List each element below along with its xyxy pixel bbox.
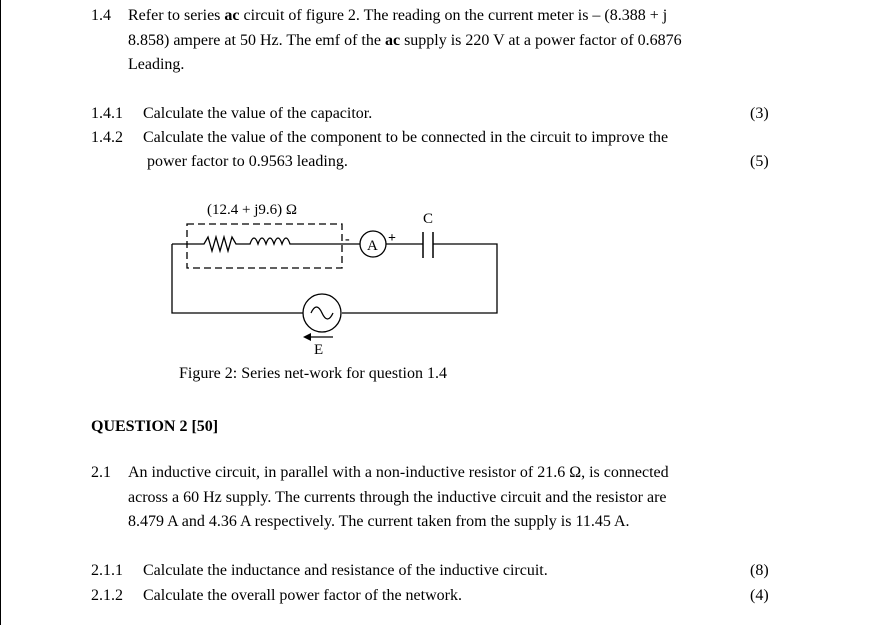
q2-1-2-number: 2.1.2 [91, 587, 123, 604]
q1-4-1-marks: (3) [750, 105, 769, 122]
impedance-label: (12.4 + j9.6) Ω [207, 202, 298, 218]
q2-1-2-marks: (4) [750, 587, 769, 604]
q2-1-line-1: An inductive circuit, in parallel with a non-inductive resistor of 21.6 Ω, is connected [128, 464, 669, 481]
q1-4-2-text-line-2: power factor to 0.9563 leading. [147, 153, 348, 170]
ammeter-minus: - [345, 232, 350, 247]
q1-4-number: 1.4 [91, 7, 111, 24]
capacitor-symbol [423, 232, 433, 258]
emf-arrow-head-icon [303, 333, 311, 341]
source-label: E [314, 342, 324, 358]
wire-left-bottom [172, 244, 303, 313]
q2-1-1-marks: (8) [750, 562, 769, 579]
inductor-symbol [244, 238, 296, 244]
q1-4-2-marks: (5) [750, 153, 769, 170]
q2-1-1-text: Calculate the inductance and resistance of the inductive circuit. [143, 562, 548, 579]
question-2-heading: QUESTION 2 [50] [91, 418, 219, 435]
ammeter-plus: + [388, 231, 396, 246]
q1-4-2-number: 1.4.2 [91, 129, 123, 146]
q1-4-line-3: Leading. [128, 56, 185, 73]
q1-4-line-2: 8.858) ampere at 50 Hz. The emf of the ac supply is 220 V at a power factor of 0.6876 [128, 32, 682, 49]
q2-1-2-text: Calculate the overall power factor of the network. [143, 587, 462, 604]
q2-1-line-2: across a 60 Hz supply. The currents through the inductive circuit and the resistor are [128, 489, 667, 506]
q1-4-line-1: Refer to series ac circuit of figure 2. The reading on the current meter is – (8.388 + j [128, 7, 668, 24]
q2-1-number: 2.1 [91, 464, 111, 481]
q2-1-line-3: 8.479 A and 4.36 A respectively. The current taken from the supply is 11.45 A. [128, 513, 630, 530]
q1-4-1-number: 1.4.1 [91, 105, 123, 122]
capacitor-label: C [423, 211, 434, 227]
resistor-symbol [198, 237, 244, 251]
ammeter-label: A [367, 238, 378, 254]
figure-caption: Figure 2: Series net-work for question 1.4 [179, 365, 447, 382]
q1-4-2-text-line-1: Calculate the value of the component to be connected in the circuit to improve the [143, 129, 669, 146]
q1-4-1-text: Calculate the value of the capacitor. [143, 105, 373, 122]
q2-1-1-number: 2.1.1 [91, 562, 123, 579]
